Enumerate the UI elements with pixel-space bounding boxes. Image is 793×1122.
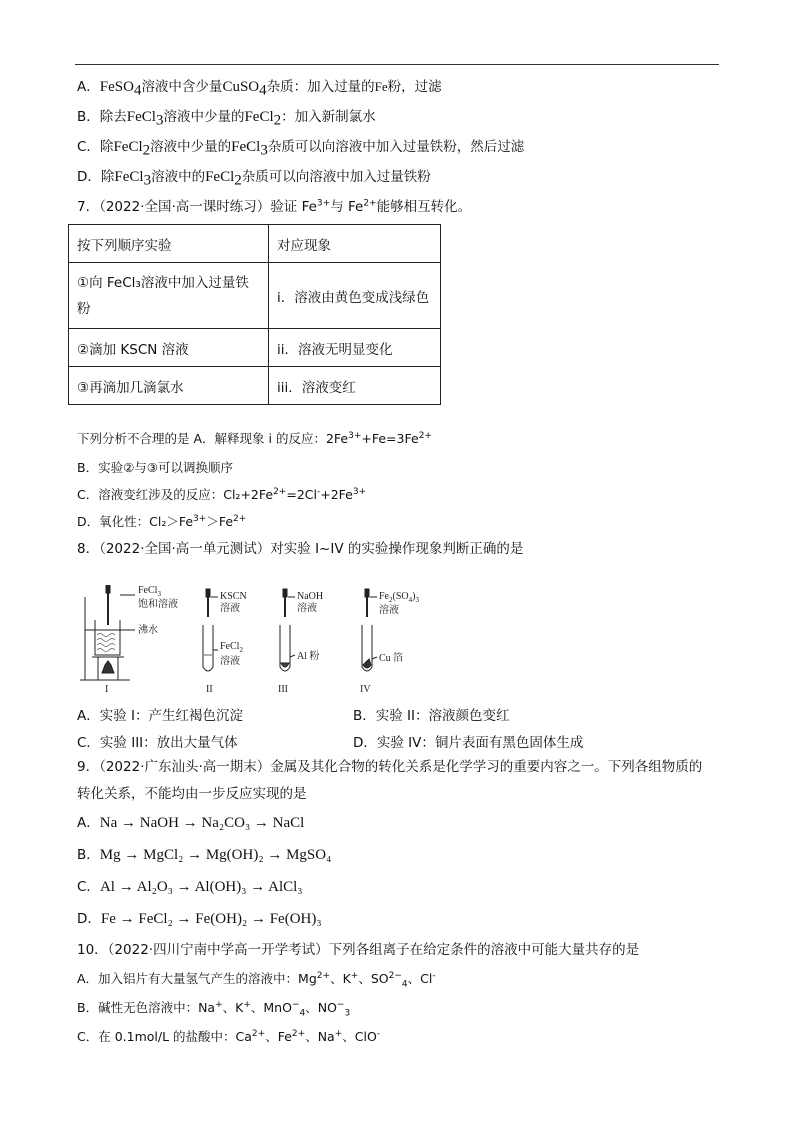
fig-roman-3: III bbox=[278, 684, 288, 695]
q6-option-c[interactable]: C．除FeCl$_2$溶液中少量的FeCl$_3$杂质可以向溶液中加入过量铁粉，然后过滤 bbox=[77, 139, 525, 159]
q10-option-c[interactable]: C．在 0.1mol/L 的盐酸中：$Ca^{2+}$、$Fe^{2+}$、Na+、ClO- bbox=[77, 1028, 381, 1044]
q7-question-option-a[interactable]: 下列分析不合理的是 A．解释现象 i 的反应：$2Fe^{3+}+Fe=3Fe^{2+}$ bbox=[77, 430, 432, 446]
q8-apparatus-figure bbox=[80, 585, 500, 695]
fig-roman-4: IV bbox=[360, 684, 371, 695]
table-cell: ①向 FeCl₃溶液中加入过量铁 粉 bbox=[69, 263, 269, 329]
q9-stem-line2: 转化关系，不能均由一步反应实现的是 bbox=[77, 786, 307, 802]
fig-label-fe2so43: $Fe_2(SO_4)_3$ bbox=[379, 591, 419, 604]
q9-option-a[interactable]: A．Na → NaOH → Na₂CO₃ → NaCl bbox=[77, 815, 305, 831]
fig-label-fecl2: FeCl$_2$ bbox=[220, 641, 243, 654]
fig-label-al-powder: Al 粉 bbox=[297, 651, 320, 662]
fig-label-fecl2-solution: 溶液 bbox=[220, 656, 240, 667]
table-row bbox=[69, 263, 441, 329]
table-cell: ②滴加 KSCN 溶液 bbox=[69, 329, 269, 367]
table-cell: ii．溶液无明显变化 bbox=[269, 329, 441, 367]
q8-option-a[interactable]: A．实验 I：产生红褐色沉淀 bbox=[77, 708, 244, 724]
experiment-3-setup bbox=[278, 589, 323, 695]
q9-option-b[interactable]: B．Mg → MgCl₂ → Mg(OH)₂ → MgSO₄ bbox=[77, 847, 332, 863]
table-row bbox=[69, 225, 441, 263]
q8-option-c[interactable]: C．实验 III：放出大量气体 bbox=[77, 735, 238, 751]
q8-stem: 8．（2022·全国·高一单元测试）对实验 I~IV 的实验操作现象判断正确的是 bbox=[77, 541, 524, 557]
fig-label-naoh: NaOH bbox=[297, 591, 324, 602]
table-row bbox=[69, 329, 441, 367]
experiment-4-setup bbox=[360, 589, 419, 695]
q8-option-d[interactable]: D．实验 IV：铜片表面有黑色固体生成 bbox=[353, 735, 584, 751]
q8-option-b[interactable]: B．实验 II：溶液颜色变红 bbox=[353, 708, 510, 724]
fig-roman-1: I bbox=[105, 684, 109, 695]
experiment-2-setup bbox=[203, 589, 247, 695]
fig-label-cu-foil: Cu 箔 bbox=[379, 653, 404, 664]
table-cell: ③再滴加几滴氯水 bbox=[69, 367, 269, 405]
q7-stem: 7．（2022·全国·高一课时练习）验证 $Fe^{3+}$与 $Fe^{2+}$能够相互转化。 bbox=[77, 198, 472, 215]
q6-option-d[interactable]: D．除FeCl$_3$溶液中的FeCl$_2$杂质可以向溶液中加入过量铁粉 bbox=[77, 169, 431, 189]
fig-label-fe2so43-solution: 溶液 bbox=[379, 605, 399, 616]
fig-roman-2: II bbox=[206, 684, 213, 695]
fig-label-naoh-solution: 溶液 bbox=[297, 603, 317, 614]
fig-label-fecl3: FeCl$_3$ bbox=[138, 585, 161, 598]
table-cell: i．溶液由黄色变成浅绿色 bbox=[269, 263, 441, 329]
q9-stem-line1: 9．（2022·广东汕头·高一期末）金属及其化合物的转化关系是化学学习的重要内容之一。下列各组物质的 bbox=[77, 759, 703, 775]
q7-option-d[interactable]: D．氧化性：$Cl_2>Fe^{3+}>Fe^{2+}$ bbox=[77, 513, 247, 529]
table-row bbox=[69, 367, 441, 405]
experiment-1-setup bbox=[80, 585, 178, 695]
table-header-cell: 按下列顺序实验 bbox=[69, 225, 269, 263]
q7-table bbox=[68, 224, 441, 405]
q10-option-a[interactable]: A．加入铝片有大量氢气产生的溶液中：$Mg^{2+}$、K+、$SO^{2-}_4$、Cl- bbox=[77, 970, 436, 990]
fig-label-saturated: 饱和溶液 bbox=[138, 599, 178, 610]
q10-option-b[interactable]: B．碱性无色溶液中：Na+、K+、MnO−$_4$、$NO^-_3$ bbox=[77, 999, 351, 1019]
q10-stem: 10．（2022·四川宁南中学高一开学考试）下列各组离子在给定条件的溶液中可能大量共存的是 bbox=[77, 942, 640, 958]
q7-option-b[interactable]: B．实验②与③可以调换顺序 bbox=[77, 460, 233, 475]
table-header-cell: 对应现象 bbox=[269, 225, 441, 263]
header-rule bbox=[75, 64, 719, 65]
q6-option-b[interactable]: B．除去FeCl$_3$溶液中少量的FeCl$_2$：加入新制氯水 bbox=[77, 109, 376, 129]
fig-label-boiling-water: 沸水 bbox=[138, 625, 158, 636]
q6-option-a[interactable]: A．FeSO$_4$溶液中含少量CuSO$_4$杂质：加入过量的Fe粉，过滤 bbox=[77, 79, 442, 99]
q7-option-c[interactable]: C．溶液变红涉及的反应：$Cl_2+2Fe^{2+}=2Cl^-+2Fe^{3+}$ bbox=[77, 486, 367, 502]
fig-label-kscn: KSCN bbox=[220, 591, 247, 602]
q9-option-d[interactable]: D．Fe → FeCl₂ → Fe(OH)₂ → Fe(OH)₃ bbox=[77, 911, 322, 927]
fig-label-kscn-solution: 溶液 bbox=[220, 603, 240, 614]
q9-option-c[interactable]: C．Al → Al₂O₃ → Al(OH)₃ → AlCl₃ bbox=[77, 879, 303, 895]
table-cell: iii．溶液变红 bbox=[269, 367, 441, 405]
